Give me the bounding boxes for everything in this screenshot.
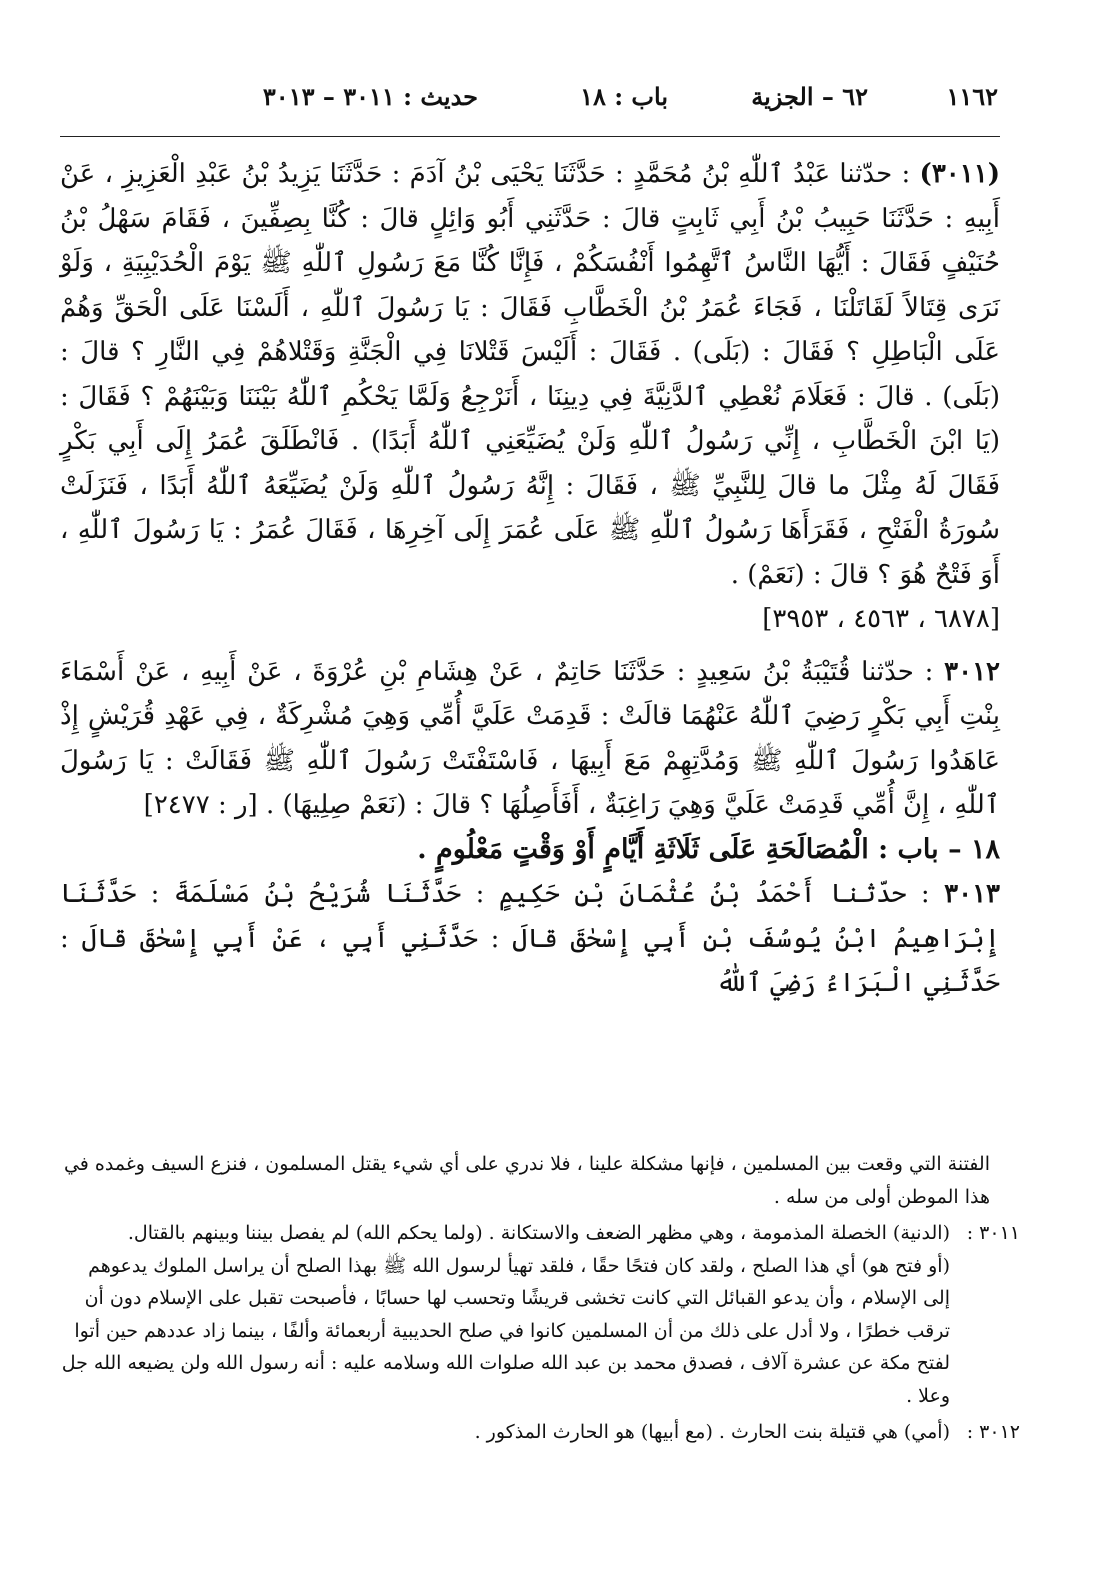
hadith-3011 [60,152,1000,597]
book-title: ٦٢ – الجزية [751,82,868,111]
page-header [180,82,998,122]
footnote-number: ٣٠١٢ : [966,1421,1020,1443]
footnote-number: ٣٠١١ : [966,1222,1020,1244]
hadith-3013 [60,872,1000,1006]
hadith-text: : حدّثنا عَبْدُ ٱللّٰهِ بْنُ مُحَمَّدٍ : حَدَّثَنَا يَحْيَى بْنُ آدَمَ : حَدَّثَنَا يَزِيدُ بْنُ عَبْدِ الْعَزِيزِ ، عَنْ أَبِيهِ : حَدَّثَنَا حَبِيبُ بْنُ أَبِي ثَابِتٍ قالَ : حَدَّثَنِي أَبُو وَائِلٍ قالَ : كُنَّا بِصِفِّينَ ، فَقَامَ سَهْلُ بْنُ حُنَيْفٍ فَقَالَ : أَيُّهَا النَّاسُ ٱتَّهِمُوا أَنْفُسَكُمْ ، فَإِنَّا كُنَّا مَعَ رَسُولِ ٱللّٰهِ ﷺ يَوْمَ الْحُدَيْبِيَةِ ، وَلَوْ نَرَى قِتَالاً لَقَاتَلْنَا ، فَجَاءَ عُمَرُ بْنُ الْخَطَّابِ فَقَالَ : يَا رَسُولَ ٱللّٰهِ ، أَلَسْنَا عَلَى الْحَقِّ وَهُمْ عَلَى الْبَاطِلِ ؟ فَقَالَ : (بَلَى) . فَقَالَ : أَلَيْسَ قَتْلانَا فِي الْجَنَّةِ وَقَتْلاهُمْ فِي النَّارِ ؟ قالَ : (بَلَى) . قالَ : فَعَلَامَ نُعْطِي ٱلدَّنِيَّةَ فِي دِينِنَا ، أَنَرْجِعُ وَلَمَّا يَحْكُمِ ٱللّٰهُ بَيْنَنَا وَبَيْنَهُمْ ؟ فَقَالَ : (يَا ابْنَ الْخَطَّابِ ، إِنِّي رَسُولُ ٱللّٰهِ وَلَنْ يُضَيِّعَنِي ٱللّٰهُ أَبَدًا) . فَانْطَلَقَ عُمَرُ إِلَى أَبِي بَكْرٍ فَقَالَ لَهُ مِثْلَ ما قالَ لِلنَّبِيِّ ﷺ ، فَقَالَ : إِنَّهُ رَسُولُ ٱللّٰهِ وَلَنْ يُضَيِّعَهُ ٱللّٰهُ أَبَدًا ، فَنَزَلَتْ سُورَةُ الْفَتْحِ ، فَقَرَأَهَا رَسُولُ ٱللّٰهِ ﷺ عَلَى عُمَرَ إِلَى آخِرِهَا ، فَقَالَ عُمَرُ : يَا رَسُولَ ٱللّٰهِ ، أَوَ فَتْحٌ هُوَ ؟ قالَ : (نَعَمْ) . [60,159,1000,590]
footnote-text: (الدنية) الخصلة المذمومة ، وهي مظهر الضعف والاستكانة . (ولما يحكم الله) لم يفصل بيننا وبينهم بالقتال. [127,1222,950,1244]
chapter-heading: ١٨ – باب : الْمُصَالَحَةِ عَلَى ثَلَاثَةِ أَيَّامٍ أَوْ وَقْتٍ مَعْلُومٍ . [417,833,1000,865]
footnotes [60,1148,1020,1449]
hadith-number: ٣٠١٢ [944,656,1000,687]
main-text [60,152,1000,1006]
hadith-3012 [60,650,1000,828]
hadith-number: ٣٠١٣ [944,879,1000,909]
footnote-3012 [60,1416,1020,1449]
hadith-number: (٣٠١١) [919,159,1000,189]
footnote-3011 [60,1217,1020,1412]
hadith-3011-refs [60,597,1000,642]
cross-references: [٦٨٧٨ ، ٤٥٦٣ ، ٣٩٥٣] [762,604,1000,634]
hadith-text: : حدّثنا أَحْمَدُ بْنُ عُثْمَانَ بْنِ حَكِيمٍ : حَدَّثَنَا شُرَيْحُ بْنُ مَسْلَمَةَ : حَدَّثَنَا إِبْرَاهِيمُ ابْنُ يُوسُفَ بْنِ أَبِي إِسْحٰقَ قالَ : حَدَّثَنِي أَبِي ، عَنْ أَبِي إِسْحٰقَ قالَ : حَدَّثَنِي الْبَرَاءُ رَضِيَ ٱللّٰهُ [60,879,1000,998]
chapter-label: باب : ١٨ [580,82,668,111]
page-number: ١١٦٢ [946,82,998,111]
footnote-text: (أمي) هي قتيلة بنت الحارث . (مع أبيها) هو الحارث المذكور . [474,1421,950,1443]
hadith-text: : حدّثنا قُتَيْبَةُ بْنُ سَعِيدٍ : حَدَّثَنَا حَاتِمٌ ، عَنْ هِشَامِ بْنِ عُرْوَةَ ، عَنْ أَبِيهِ ، عَنْ أَسْمَاءَ بِنْتِ أَبِي بَكْرٍ رَضِيَ ٱللّٰهُ عَنْهُمَا قالَتْ : قَدِمَتْ عَلَيَّ أُمِّي وَهِيَ مُشْرِكَةٌ ، فِي عَهْدِ قُرَيْشٍ إِذْ عَاهَدُوا رَسُولَ ٱللّٰهِ ﷺ وَمُدَّتِهِمْ مَعَ أَبِيهَا ، فَاسْتَفْتَتْ رَسُولَ ٱللّٰهِ ﷺ فَقَالَتْ : يَا رَسُولَ ٱللّٰهِ ، إِنَّ أُمِّي قَدِمَتْ عَلَيَّ وَهِيَ رَاغِبَةٌ ، أَفَأَصِلُهَا ؟ قالَ : (نَعَمْ صِلِيهَا) . [ر : ٢٤٧٧] [60,656,1000,820]
footnote-continuation: الفتنة التي وقعت بين المسلمين ، فإنها مشكلة علينا ، فلا ندري على أي شيء يقتل المسلمون ، فنزع السيف وغمده في هذا الموطن أولى من سله . [63,1153,990,1208]
footnote-text: (أو فتح هو) أي هذا الصلح ، ولقد كان فتحًا حقًا ، فلقد تهيأ لرسول الله ﷺ بهذا الصلح أن يراسل الملوك يدعوهم إلى الإسلام ، وأن يدعو القبائل التي كانت تخشى قريشًا وتحسب لها حسابًا ، فأصبحت تقبل على الإسلام دون أن ترقب خطرًا ، ولا أدل على ذلك من أن المسلمين كانوا في صلح الحديبية أربعمائة وألفًا ، بينما زاد عددهم حين أتوا لفتح مكة عن عشرة آلاف ، فصدق محمد بن عبد الله صلوات الله وسلامه عليه : أنه رسول الله ولن يضيعه الله جل وعلا . [61,1254,950,1407]
hadith-range: حديث : ٣٠١١ – ٣٠١٣ [262,82,478,111]
header-divider [60,136,1000,137]
